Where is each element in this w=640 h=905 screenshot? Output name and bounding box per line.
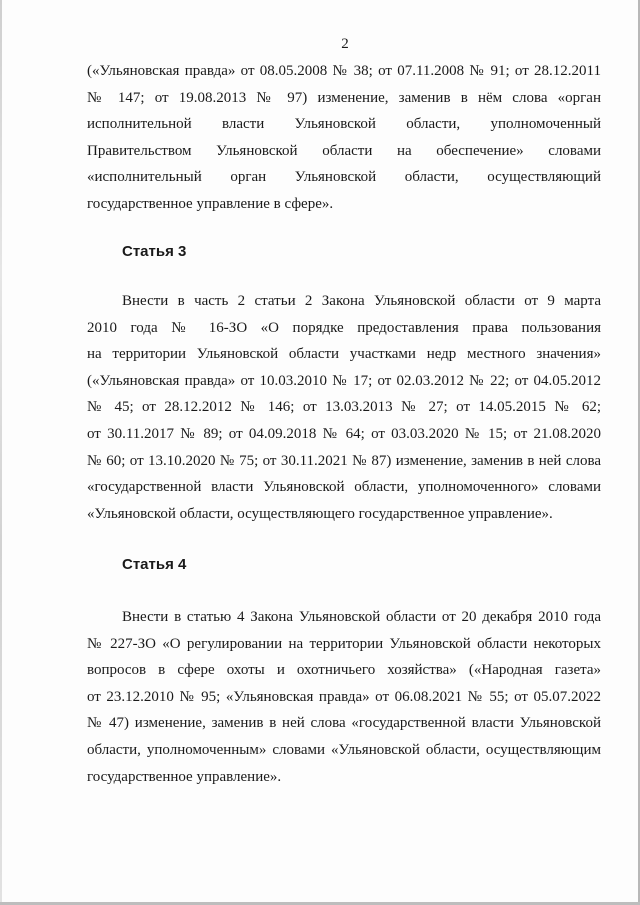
intro-line: Правительством Ульяновской области на обеспечение» словами — [87, 142, 601, 159]
article-4-line: государственное управление». — [87, 768, 282, 785]
article-3-line: № 45; от 28.12.2012 № 146; от 13.03.2013 № 27; от 14.05.2015 № 62; — [87, 399, 601, 416]
intro-line: («Ульяновская правда» от 08.05.2008 № 38; от 07.11.2008 № 91; от 28.12.2011 — [87, 63, 601, 79]
article-3-line: («Ульяновская правда» от 10.03.2010 № 17; от 02.03.2012 № 22; от 04.05.2012 — [87, 372, 601, 389]
page-number: 2 — [341, 36, 349, 52]
article-3-heading: Статья 3 — [122, 243, 187, 260]
article-3-line: Внести в часть 2 статьи 2 Закона Ульяновской области от 9 марта — [122, 293, 601, 309]
intro-line: «исполнительный орган Ульяновской области, осуществляющий — [87, 169, 601, 186]
intro-line: № 147; от 19.08.2013 № 97) изменение, заменив в нём слова «орган — [87, 89, 601, 106]
article-4-line: № 47) изменение, заменив в ней слова «государственной власти Ульяновской — [87, 715, 601, 732]
article-3-line: «Ульяновской области, осуществляющего государственное управление». — [87, 505, 553, 522]
article-3-line: на территории Ульяновской области участками недр местного значения» — [87, 346, 601, 363]
article-3-line: от 30.11.2017 № 89; от 04.09.2018 № 64; от 03.03.2020 № 15; от 21.08.2020 — [87, 425, 601, 442]
intro-line: исполнительной власти Ульяновской области, уполномоченный — [87, 116, 601, 133]
intro-paragraph — [87, 58, 601, 218]
page-left-edge — [0, 0, 2, 905]
article-4-line: Внести в статью 4 Закона Ульяновской области от 20 декабря 2010 года — [122, 609, 601, 625]
article-4-line: № 227-ЗО «О регулировании на территории Ульяновской области некоторых — [87, 635, 601, 652]
article-3-line: № 60; от 13.10.2020 № 75; от 30.11.2021 № 87) изменение, заменив в ней слова — [87, 452, 601, 469]
article-4-line: области, уполномоченным» словами «Ульяновской области, осуществляющим — [87, 741, 601, 758]
article-4-paragraph — [87, 604, 601, 790]
article-3-paragraph — [87, 288, 601, 527]
article-3-line: 2010 года № 16-ЗО «О порядке предоставления права пользования — [87, 319, 601, 336]
article-3-line: «государственной власти Ульяновской области, уполномоченного» словами — [87, 479, 601, 496]
intro-line: государственное управление в сфере». — [87, 195, 334, 212]
article-4-heading: Статья 4 — [122, 556, 187, 573]
article-4-line: вопросов в сфере охоты и охотничьего хозяйства» («Народная газета» — [87, 662, 601, 679]
article-4-line: от 23.12.2010 № 95; «Ульяновская правда» от 06.08.2021 № 55; от 05.07.2022 — [87, 688, 601, 705]
